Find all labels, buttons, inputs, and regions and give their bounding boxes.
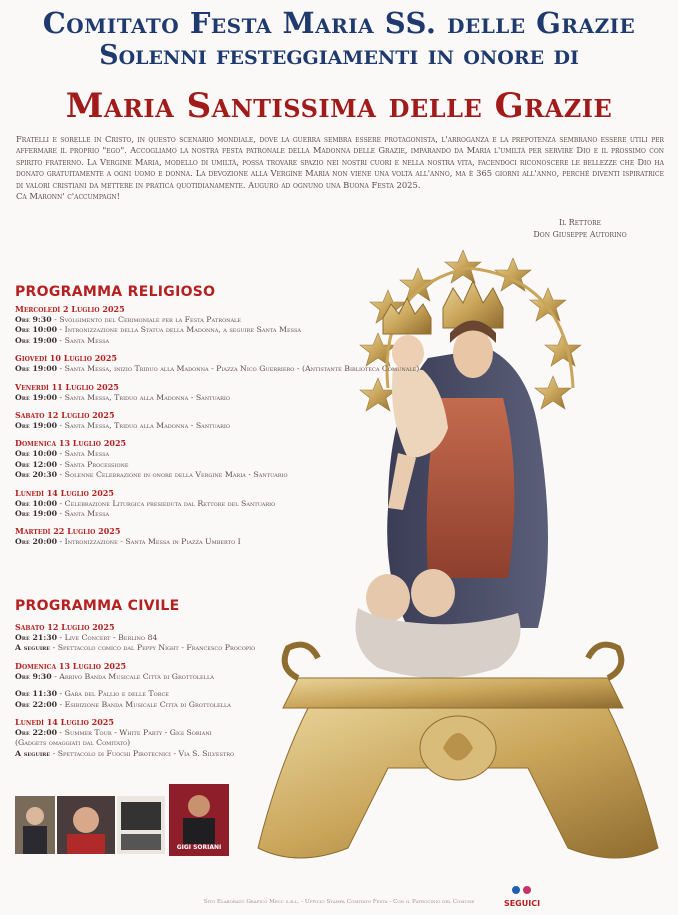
program-day xyxy=(15,438,375,480)
event-time: Ore 20:00 xyxy=(15,537,58,547)
program-event: Ore 19:00 - Santa Messa, Triduo alla Madonna - Santuario xyxy=(15,421,231,431)
program-event xyxy=(15,738,375,748)
performer-poster xyxy=(117,796,165,854)
event-time: Ore 20:30 xyxy=(15,470,58,480)
program-date: Lunedì 14 Luglio 2025 xyxy=(15,717,114,728)
program-date: Sabato 12 Luglio 2025 xyxy=(15,410,115,421)
program-event: Ore 9:30 - Arrivo Banda Musicale Città di Grottolella xyxy=(15,671,214,681)
event-description: Santa Messa xyxy=(64,335,110,345)
program-date: Martedì 22 Luglio 2025 xyxy=(15,526,121,537)
program-day xyxy=(15,382,375,403)
performer-photo-1 xyxy=(15,796,55,854)
event-time: Ore 22:00 xyxy=(15,728,58,738)
event-time: Ore 12:00 xyxy=(15,459,58,469)
program-day xyxy=(15,353,420,374)
signature-role: Il Rettore xyxy=(558,218,602,227)
event-description: Intronizzazione della Statua della Madonna, a seguire Santa Messa xyxy=(64,325,302,335)
event-description: Spettacolo di Fuochi Pirotecnici - Via S. Silvestro xyxy=(57,748,235,758)
program-day xyxy=(15,304,375,346)
event-time: Ore 10:00 xyxy=(15,325,58,335)
program-event: Ore 22:00 - Summer Tour - White Party - Gigi Soriani xyxy=(15,728,212,738)
event-time: Ore 19:00 xyxy=(15,364,58,374)
event-description: Summer Tour - White Party - Gigi Soriani xyxy=(64,728,212,738)
program-date: Sabato 12 Luglio 2025 xyxy=(15,622,115,632)
event-time: Ore 19:00 xyxy=(15,392,58,402)
program-event: Ore 10:00 - Celebrazione Liturgica presieduta dal Rettore del Santuario xyxy=(15,498,276,508)
gigi-soriani-poster xyxy=(169,784,229,856)
program-event: Ore 10:00 - Santa Messa xyxy=(15,449,110,459)
program-event: Ore 12:00 - Santa Processione xyxy=(15,459,129,469)
program-day xyxy=(15,717,375,759)
signature-name: Don Giuseppe Autorino xyxy=(533,230,627,239)
event-time: Ore 19:00 xyxy=(15,335,58,345)
event-description: Santa Processione xyxy=(64,459,129,469)
program-day xyxy=(15,622,375,654)
event-description: (Gadgets omaggiati dal Comitato) xyxy=(15,738,131,748)
event-description: Spettacolo comico dal Peppy Night - Francesco Procopio xyxy=(57,643,256,653)
event-description: Santa Messa, Triduo alla Madonna - Santuario xyxy=(64,392,231,402)
event-description: Gara del Pallio e delle Torce xyxy=(64,689,169,699)
event-time: Ore 19:00 xyxy=(15,509,58,519)
program-date: Lunedì 14 Luglio 2025 xyxy=(15,487,114,498)
event-time: Ore 19:00 xyxy=(15,421,58,431)
intro-letter: Fratelli e sorelle in Cristo, in questo scenario mondiale, dove la guerra sembra essere protagonista, l'arroganza e la prepotenza sembrano essere utili per affermare il proprio "ego". Accogliamo la nostra festa patronale della Madonna delle Grazie, imparando da Maria l'umiltà per servire Dio e il prossimo con spirito fraterno. La Vergine Maria, modello di umiltà, possa trovare spazio nei nostri cuori e nella nostra vita, facendoci riconoscere le bellezze che Dio ha donato gratuitamente a ogni uomo e donna. La devozione alla Vergine Maria non viene una volta all'anno, ma è 365 giorni all'anno, perché diventi ispiratrice di valori cristiani da mettere in pratica quotidianamente. Auguro ad ognuno una Buona Festa 2025. Ca Maronn' c'accumpagn! xyxy=(16,134,664,202)
event-time: Ore 10:00 xyxy=(15,449,58,459)
program-day xyxy=(15,526,375,547)
event-description: Live Concert - Berlino 84 xyxy=(64,633,158,642)
program-date: Venerdì 11 Luglio 2025 xyxy=(15,381,119,392)
program-date: Mercoledì 2 Luglio 2025 xyxy=(15,304,125,314)
program-event: Ore 19:00 - Santa Messa, inizio Triduo alla Madonna - Piazza Nico Guerriero - (Antistante Biblioteca Comunale) xyxy=(15,364,420,374)
performer-photo-2 xyxy=(57,796,115,854)
program-event: Ore 19:00 - Santa Messa xyxy=(15,509,110,519)
event-description: Solenne Celebrazione in onore della Vergine Maria - Santuario xyxy=(64,470,288,480)
performer-photos xyxy=(15,784,235,856)
program-event: Ore 22:00 - Esibizione Banda Musicale Città di Grottolella xyxy=(15,699,231,709)
civil-program-title: PROGRAMMA CIVILE xyxy=(15,598,180,614)
event-time: A seguire xyxy=(15,643,51,653)
program-day xyxy=(15,488,375,520)
event-time: Ore 22:00 xyxy=(15,699,58,709)
program-event: Ore 19:00 - Santa Messa xyxy=(15,335,110,345)
poster-label: GIGI SORIANI xyxy=(176,844,222,851)
program-event: Ore 20:30 - Solenne Celebrazione in onore della Vergine Maria - Santuario xyxy=(15,470,288,480)
facebook-instagram-icons[interactable] xyxy=(510,885,534,895)
program-event: Ore 19:00 - Santa Messa, Triduo alla Madonna - Santuario xyxy=(15,392,231,402)
event-time: Ore 21:30 xyxy=(15,633,58,642)
program-event: Ore 21:30 - Live Concert - Berlino 84 xyxy=(15,633,158,642)
program-date: Domenica 13 Luglio 2025 xyxy=(15,660,127,671)
event-description: Celebrazione Liturgica presieduta dal Rettore del Santuario xyxy=(64,498,276,508)
event-time: Ore 9:30 xyxy=(15,315,52,324)
event-time: Ore 9:30 xyxy=(15,671,52,681)
religious-program-title: PROGRAMMA RELIGIOSO xyxy=(15,284,216,300)
event-description: Santa Messa xyxy=(64,449,110,459)
event-description: Svolgimento del Cerimoniale per la Festa Patronale xyxy=(59,315,242,324)
main-title: Maria Santissima delle Grazie xyxy=(65,86,613,126)
event-time: Ore 10:00 xyxy=(15,498,58,508)
program-day xyxy=(15,410,375,431)
program-event: Ore 9:30 - Svolgimento del Cerimoniale per la Festa Patronale xyxy=(15,315,242,324)
event-description: Arrivo Banda Musicale Città di Grottolella xyxy=(59,671,214,681)
program-date: Giovedì 10 Luglio 2025 xyxy=(15,353,117,364)
subtitle: Solenni festeggiamenti in onore di xyxy=(99,40,579,71)
follow-us-label: SEGUICI xyxy=(503,899,541,908)
event-description: Esibizione Banda Musicale Città di Grottolella xyxy=(64,699,231,709)
religious-program xyxy=(15,304,420,555)
program-day xyxy=(15,689,375,710)
committee-title: Comitato Festa Maria SS. delle Grazie xyxy=(42,6,636,40)
event-time: Ore 11:30 xyxy=(15,689,58,699)
program-event: A seguire - Spettacolo comico dal Peppy Night - Francesco Procopio xyxy=(15,643,256,653)
program-event: Ore 11:30 - Gara del Pallio e delle Torce xyxy=(15,689,169,699)
event-description: Santa Messa xyxy=(64,509,110,519)
event-description: Santa Messa, Triduo alla Madonna - Santuario xyxy=(64,421,231,431)
footer-credits: Sito Elaborato Grafico Mecc s.r.l. - Ufficio Stampa Comitato Festa - Con il Patrocinio del Comune xyxy=(203,899,475,905)
program-event: A seguire - Spettacolo di Fuochi Pirotecnici - Via S. Silvestro xyxy=(15,748,235,758)
civil-program xyxy=(15,622,375,766)
event-description: Santa Messa, inizio Triduo alla Madonna - Piazza Nico Guerriero - (Antistante Biblioteca Comunale) xyxy=(64,364,420,374)
event-time: A seguire xyxy=(15,748,51,758)
event-description: Intronizzazione - Santa Messa in Piazza Umberto I xyxy=(64,537,241,547)
program-event: Ore 10:00 - Intronizzazione della Statua della Madonna, a seguire Santa Messa xyxy=(15,325,302,335)
program-event: Ore 20:00 - Intronizzazione - Santa Messa in Piazza Umberto I xyxy=(15,537,241,547)
gigi-soriani-portrait xyxy=(169,784,229,844)
program-day xyxy=(15,661,375,682)
program-date: Domenica 13 Luglio 2025 xyxy=(15,438,127,449)
